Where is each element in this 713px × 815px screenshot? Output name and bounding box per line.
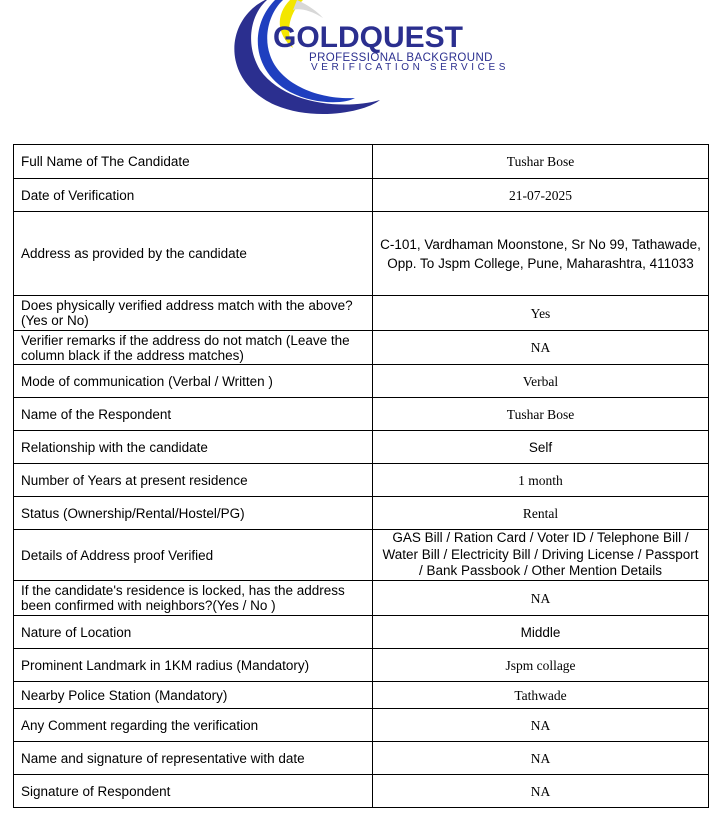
logo-wordmark: GOLDQUEST [273,21,464,54]
table-row [14,775,709,808]
field-value: Tushar Bose [373,145,709,179]
table-row [14,398,709,431]
field-label: Relationship with the candidate [14,431,373,464]
table-row [14,145,709,179]
field-value: NA [373,581,709,616]
field-label: Number of Years at present residence [14,464,373,497]
field-label: Nature of Location [14,616,373,649]
field-label: Full Name of The Candidate [14,145,373,179]
field-label: Does physically verified address match with the above? (Yes or No) [14,296,373,331]
field-value: C-101, Vardhaman Moonstone, Sr No 99, Tathawade, Opp. To Jspm College, Pune, Maharashtra, 411033 [373,212,709,296]
field-value: NA [373,775,709,808]
field-value: NA [373,709,709,742]
goldquest-logo [205,0,525,118]
field-label: Signature of Respondent [14,775,373,808]
field-label: Date of Verification [14,179,373,212]
table-row [14,682,709,709]
table-row [14,296,709,331]
field-label: Any Comment regarding the verification [14,709,373,742]
table-row [14,331,709,365]
field-value: NA [373,742,709,775]
field-value: 1 month [373,464,709,497]
field-value: NA [373,331,709,365]
field-label: Prominent Landmark in 1KM radius (Mandatory) [14,649,373,682]
table-row [14,431,709,464]
field-label: Address as provided by the candidate [14,212,373,296]
table-row [14,365,709,398]
table-row [14,530,709,581]
field-value: Middle [373,616,709,649]
field-value: 21-07-2025 [373,179,709,212]
logo-tagline-line2: VERIFICATION SERVICES [311,62,510,73]
field-value: Verbal [373,365,709,398]
field-value: Yes [373,296,709,331]
field-label: If the candidate's residence is locked, has the address been confirmed with neighbors?(Yes / No ) [14,581,373,616]
field-value: Tathwade [373,682,709,709]
field-label: Verifier remarks if the address do not match (Leave the column black if the address matches) [14,331,373,365]
table-row [14,179,709,212]
field-label: Name and signature of representative with date [14,742,373,775]
table-row [14,649,709,682]
table-row [14,212,709,296]
logo-tagline-line1: PROFESSIONAL BACKGROUND [309,52,493,64]
field-value: GAS Bill / Ration Card / Voter ID / Telephone Bill / Water Bill / Electricity Bill / Driving License / Passport / Bank Passbook / Other Mention Details [373,530,709,581]
table-row [14,464,709,497]
field-label: Details of Address proof Verified [14,530,373,581]
field-value: Self [373,431,709,464]
field-label: Mode of communication (Verbal / Written ) [14,365,373,398]
table-row [14,709,709,742]
table-row [14,581,709,616]
field-value: Tushar Bose [373,398,709,431]
field-label: Name of the Respondent [14,398,373,431]
table-row [14,497,709,530]
verification-form-table [13,144,709,808]
field-label: Nearby Police Station (Mandatory) [14,682,373,709]
table-row [14,742,709,775]
table-row [14,616,709,649]
field-value: Jspm collage [373,649,709,682]
field-label: Status (Ownership/Rental/Hostel/PG) [14,497,373,530]
field-value: Rental [373,497,709,530]
